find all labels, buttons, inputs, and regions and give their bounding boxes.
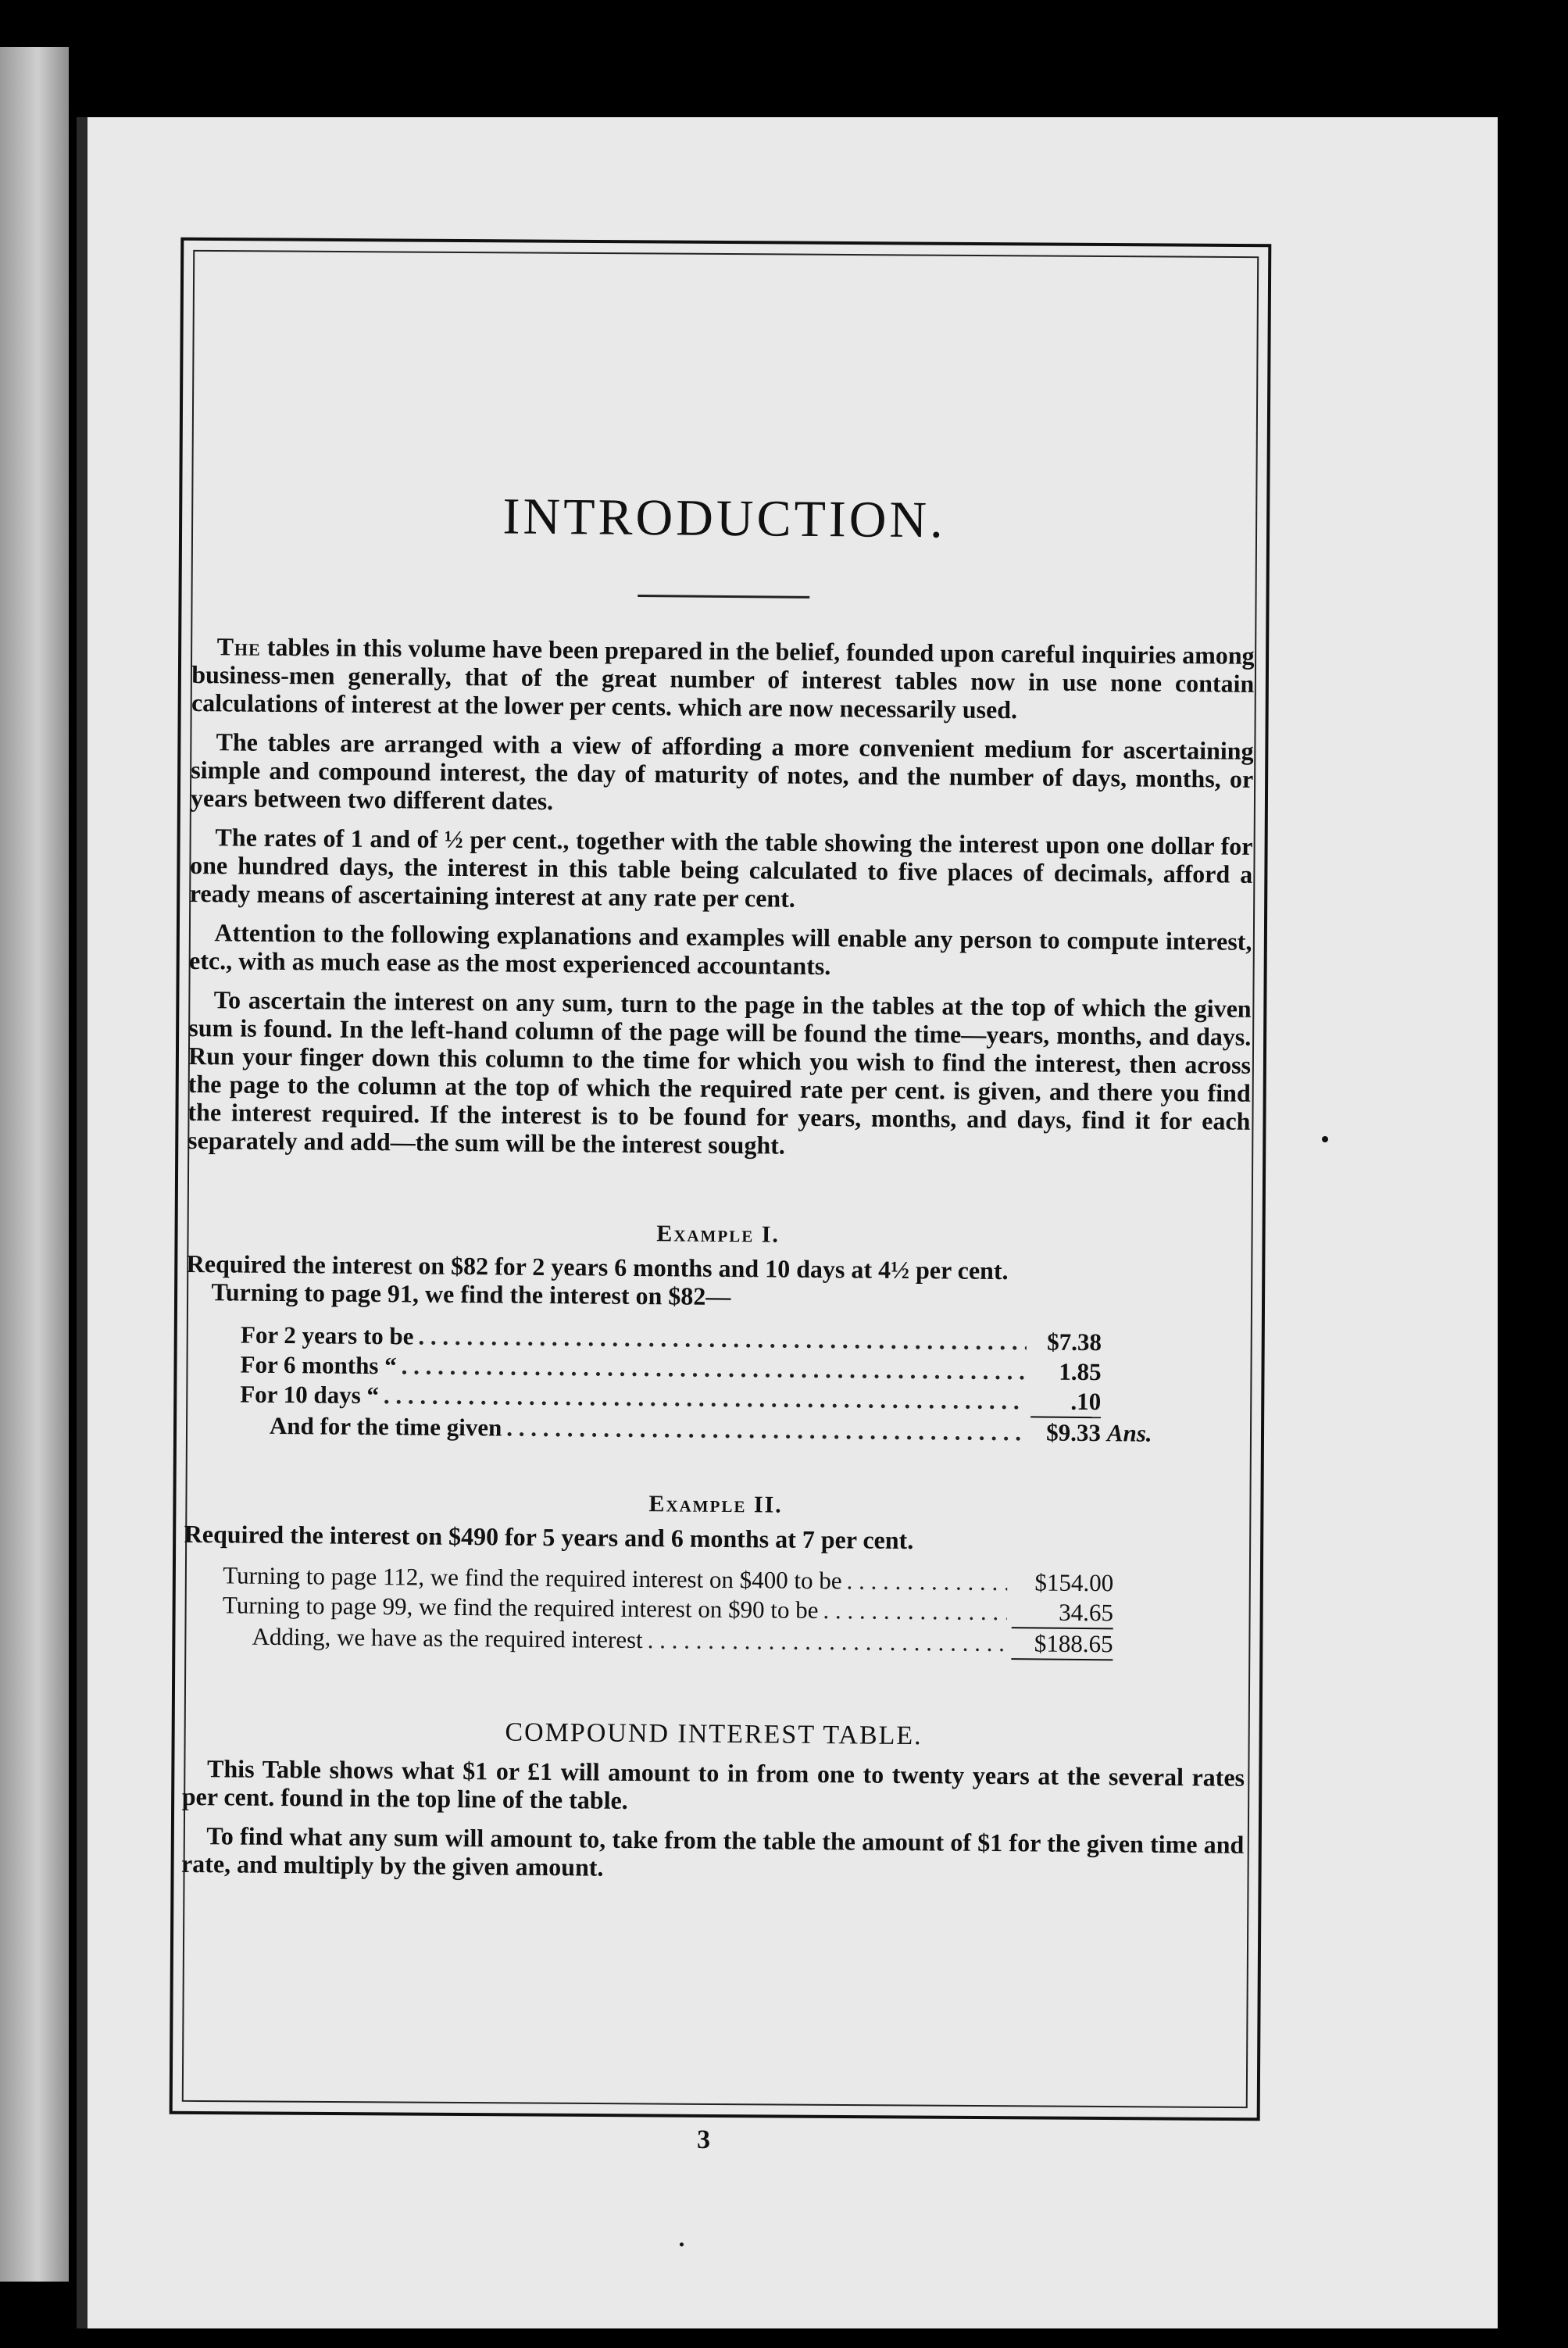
compound-interest-heading: COMPOUND INTEREST TABLE. xyxy=(505,1717,923,1751)
ink-speck xyxy=(680,2243,684,2246)
dot-leader xyxy=(384,1381,1027,1416)
calc-row-label: Turning to page 112, we find the required interest on $400 to be xyxy=(223,1561,842,1595)
dot-leader xyxy=(846,1566,1007,1597)
calc-row-amount: $9.33 xyxy=(1046,1418,1102,1447)
calc-row-amount: $188.65 xyxy=(1011,1628,1113,1660)
lead-word: The xyxy=(216,632,261,661)
calc-row-amount: 34.65 xyxy=(1012,1597,1113,1629)
intro-paragraph-1 xyxy=(191,632,1255,726)
intro-paragraph-5: To ascertain the interest on any sum, turn to the page in the tables at the top of which the given sum is found. In the left-hand column of the page will be found the time—years, months, and days. Run your finger down this column to the time for which you wish to find the interest, then across the page to the column at the top of which the required rate per cent. is given, and there you find the interest required. If the interest is to be found for years, months, and days, find it for each separately and add—the sum will be the interest sought. xyxy=(187,985,1252,1160)
intro-paragraph-2: The tables are arranged with a view of affording a more convenient medium for ascertaining simple and compound interest, the day of maturity of notes, and the number of days, months, or years between two different dates. xyxy=(190,727,1254,816)
calc-row-amount: $7.38 xyxy=(1047,1328,1102,1356)
example-1-turning: Turning to page 91, we find the interest on $82— xyxy=(211,1278,731,1311)
calc-row-label: And for the time given xyxy=(269,1411,502,1442)
calc-row-label: Adding, we have as the required interest xyxy=(252,1622,643,1654)
calc-row-amount: 1.85 xyxy=(1059,1357,1102,1386)
example-1-calculation xyxy=(240,1321,1163,1449)
example-2-heading: Example II. xyxy=(648,1491,783,1518)
example-1-heading: Example I. xyxy=(656,1220,780,1248)
calc-row-suffix xyxy=(1102,1350,1163,1351)
dot-leader xyxy=(506,1413,1026,1448)
intro-paragraph-1-text: tables in this volume have been prepared in the belief, founded upon careful inquiries among business-men generally, that of the great number of interest tables now in use none contain calculations of interest at the lower per cents. which are now necessarily used. xyxy=(191,632,1255,724)
intro-paragraph-3: The rates of 1 and of ½ per cent., together with the table showing the interest upon one dollar for one hundred days, the interest in this table being calculated to five places of decimals, afford a ready means of ascertaining interest at any rate per cent. xyxy=(189,823,1253,913)
title-rule xyxy=(638,595,809,599)
page-number: 3 xyxy=(696,2125,711,2155)
calc-row-suffix xyxy=(1102,1380,1163,1381)
page-content xyxy=(180,258,1258,2080)
example-1-question: Required the interest on $82 for 2 years 6 months and 10 days at 4½ per cent. xyxy=(186,1249,1009,1285)
calc-row-label: For 6 months “ xyxy=(240,1350,397,1380)
intro-paragraph-4: Attention to the following explanations and examples will enable any person to compute interest, etc., with as much ease as the most experienced accountants. xyxy=(188,918,1252,981)
ink-speck xyxy=(1322,1136,1328,1142)
calc-row-total xyxy=(222,1621,1113,1660)
calc-row-amount: .10 xyxy=(1030,1386,1101,1418)
calc-row-label: For 10 days “ xyxy=(240,1380,380,1410)
page-title: INTRODUCTION. xyxy=(502,488,946,549)
calc-row-label: For 2 years to be xyxy=(240,1321,414,1350)
example-2-calculation xyxy=(222,1560,1113,1660)
example-2-question: Required the interest on $490 for 5 years and 6 months at 7 per cent. xyxy=(184,1519,914,1555)
answer-label: Ans. xyxy=(1106,1419,1152,1447)
compound-paragraph-1: This Table shows what $1 or £1 will amount to in from one to twenty years at the several rates per cent. found in the top line of the table. xyxy=(181,1754,1245,1814)
calc-row-label: Turning to page 99, we find the required interest on $90 to be xyxy=(222,1591,819,1624)
dot-leader xyxy=(648,1625,1007,1658)
facing-page-edge xyxy=(0,47,69,2282)
calc-row-amount: $154.00 xyxy=(1034,1568,1114,1597)
dot-leader xyxy=(823,1596,1007,1627)
compound-paragraph-2: To find what any sum will amount to, take from the table the amount of $1 for the given time and rate, and multiply by the given amount. xyxy=(180,1821,1245,1882)
